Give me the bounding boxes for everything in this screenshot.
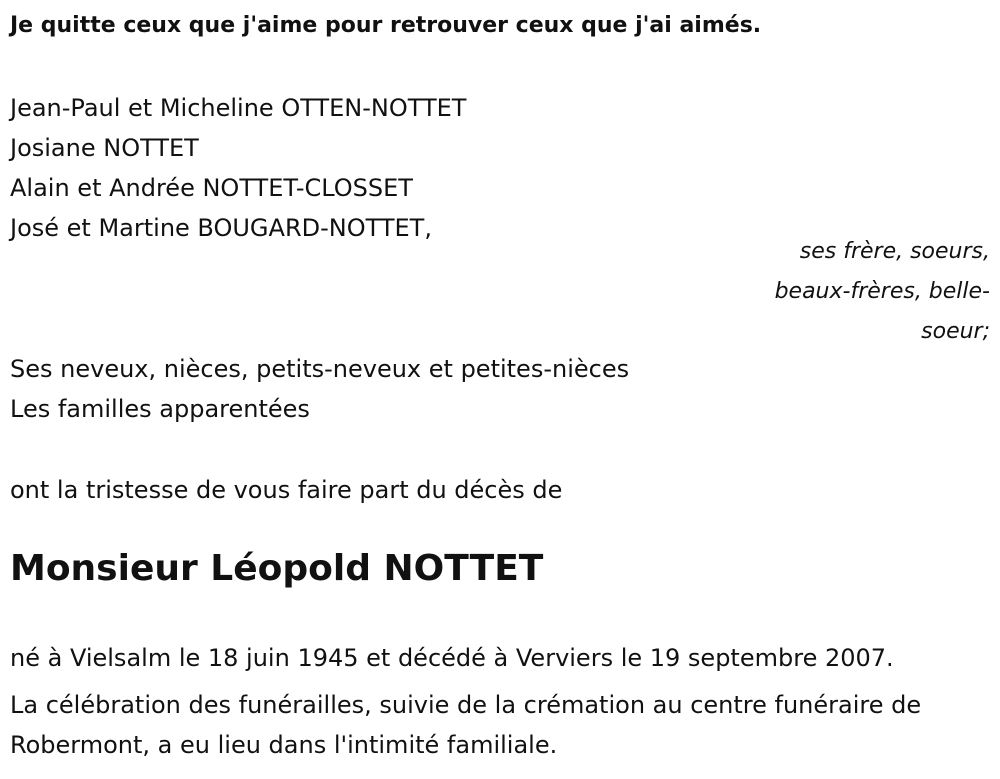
ceremony-note: La célébration des funérailles, suivie de la crémation au centre funéraire de Robermont, a eu lieu dans l'intimité familiale. (10, 691, 922, 759)
relation-line: soeur; (921, 319, 990, 344)
family-list (10, 88, 466, 248)
relatives-list (10, 349, 629, 429)
relation-line: ses frère, soeurs, (799, 239, 990, 264)
family-member: Jean-Paul et Micheline OTTEN-NOTTET (10, 94, 467, 122)
relatives-item: Ses neveux, nièces, petits-neveux et petites-nièces (10, 355, 630, 383)
relation-line: beaux-frères, belle- (774, 279, 990, 304)
family-member: Alain et Andrée NOTTET-CLOSSET (10, 174, 413, 202)
family-member: Josiane NOTTET (10, 134, 199, 162)
epigraph: Je quitte ceux que j'aime pour retrouver ceux que j'ai aimés. (10, 13, 762, 38)
relation-note (730, 232, 990, 352)
family-member: José et Martine BOUGARD-NOTTET, (10, 214, 432, 242)
announcement-intro: ont la tristesse de vous faire part du décès de (10, 476, 563, 504)
relatives-item: Les familles apparentées (10, 395, 310, 423)
deceased-name: Monsieur Léopold NOTTET (10, 548, 544, 589)
birth-death-dates: né à Vielsalm le 18 juin 1945 et décédé à Verviers le 19 septembre 2007. (10, 644, 894, 672)
